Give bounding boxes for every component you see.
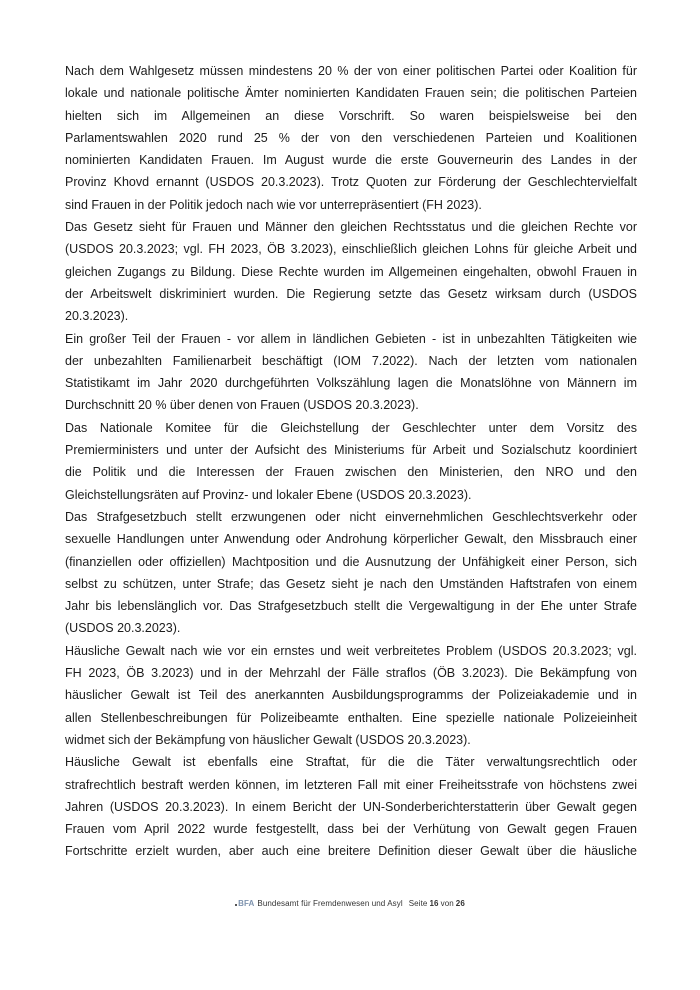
paragraph: [65, 417, 637, 506]
text-line: Nach dem Wahlgesetz müssen mindestens 20 % der von einer politischen Partei oder Koalition für: [65, 64, 637, 78]
text-line: Parlamentswahlen 2020 rund 25 % der von den verschiedenen Parteien und Koalitionen: [65, 130, 637, 145]
text-line: Durchschnitt 20 % über denen von Frauen (USDOS 20.3.2023).: [65, 398, 419, 413]
text-line: Das Nationale Komitee für die Gleichstellung der Geschlechter unter dem Vorsitz des: [65, 420, 637, 435]
footer-total-pages: 26: [455, 899, 465, 908]
text-line: gleichen Zugangs zu Bildung. Diese Rechte wurden im Allgemeinen eingehalten, obwohl Frauen in: [65, 264, 637, 279]
paragraph: [65, 640, 637, 751]
text-line: lokale und nationale politische Ämter nominierten Kandidaten Frauen sein; die politischen Parteien: [65, 86, 637, 101]
document-body-text: [65, 60, 637, 863]
footer-page-label: Seite: [408, 899, 428, 908]
text-line: Das Strafgesetzbuch stellt erzwungenen oder nicht einvernehmlichen Geschlechtsverkehr oder: [65, 509, 637, 524]
text-line: der unbezahlten Familienarbeit beschäftigt (IOM 7.2022). Nach der letzten vom nationalen: [65, 353, 637, 368]
text-line: Statistikamt im Jahr 2020 durchgeführten Volkszählung lagen die Monatslöhne von Männern im: [65, 376, 637, 391]
text-line: widmet sich der Bekämpfung von häuslicher Gewalt (USDOS 20.3.2023).: [65, 732, 471, 747]
text-line: der Arbeitswelt diskriminiert wurden. Die Regierung setzte das Gesetz wirksam durch (USDOS: [65, 286, 637, 301]
bfa-logo-text: BFA: [238, 899, 255, 908]
text-line: Premierministers und unter der Aufsicht des Ministeriums für Arbeit und Sozialschutz koordiniert: [65, 443, 637, 458]
bfa-logo-mark-icon: [235, 904, 237, 906]
paragraph: [65, 328, 637, 417]
paragraph: [65, 751, 637, 862]
text-line: Häusliche Gewalt nach wie vor ein ernstes und weit verbreitetes Problem (USDOS 20.3.2023; vgl.: [65, 643, 637, 658]
page-footer: [0, 898, 700, 910]
text-line: (USDOS 20.3.2023; vgl. FH 2023, ÖB 3.2023), einschließlich gleichen Lohns für gleiche Arbeit und: [65, 242, 637, 257]
text-line: sexuelle Handlungen unter Anwendung oder Androhung körperlicher Gewalt, den Missbrauch einer: [65, 532, 637, 547]
paragraph: [65, 216, 637, 327]
text-line: (finanziellen oder offiziellen) Machtposition und die Ausnutzung der Unfähigkeit einer Person, sich: [65, 554, 637, 569]
text-line: 20.3.2023).: [65, 309, 129, 324]
footer-office-name: Bundesamt für Fremdenwesen und Asyl: [257, 899, 403, 908]
paragraph: [65, 506, 637, 640]
text-line: häuslicher Gewalt ist Teil des anerkannten Ausbildungsprogramms der Polizeiakademie und in: [65, 688, 637, 703]
text-line: strafrechtlich bestraft werden können, im letzteren Fall mit einer Freiheitsstrafe von höchstens zwei: [65, 777, 637, 792]
footer-page-number: 16: [429, 899, 439, 908]
text-line: Jahren (USDOS 20.3.2023). In einem Bericht der UN-Sonderberichterstatterin über Gewalt gegen: [65, 799, 637, 814]
text-line: nominierten Kandidaten Frauen. Im August wurde die erste Gouverneurin des Landes in der: [65, 153, 637, 168]
text-line: (USDOS 20.3.2023).: [65, 621, 181, 636]
text-line: Gleichstellungsräten auf Provinz- und lokaler Ebene (USDOS 20.3.2023).: [65, 487, 472, 502]
text-line: allen Stellenbeschreibungen für Polizeibeamte enthalten. Eine spezielle nationale Polizeieinheit: [65, 710, 637, 725]
text-line: Ein großer Teil der Frauen - vor allem in ländlichen Gebieten - ist in unbezahlten Tätigkeiten wie: [65, 331, 637, 346]
text-line: Jahr bis lebenslänglich vor. Das Strafgesetzbuch stellt die Vergewaltigung in der Ehe unter Strafe: [65, 599, 637, 614]
text-line: Das Gesetz sieht für Frauen und Männer den gleichen Rechtsstatus und die gleichen Rechte vor: [65, 220, 637, 235]
text-line: Fortschritte erzielt wurden, aber auch eine breitere Definition dieser Gewalt über die häusliche: [65, 844, 637, 859]
footer-of-label: von: [440, 899, 454, 908]
text-line: hielten sich im Allgemeinen an diese Vorschrift. So waren beispielsweise bei den: [65, 108, 637, 123]
paragraph: [65, 60, 637, 216]
text-line: FH 2023, ÖB 3.2023) und in der Mehrzahl der Fälle straflos (ÖB 3.2023). Die Bekämpfung von: [65, 666, 637, 681]
text-line: selbst zu schützen, unter Strafe; das Gesetz sieht je nach den Umständen Haftstrafen von einem: [65, 576, 637, 591]
text-line: Frauen vom April 2022 wurde festgestellt, dass bei der Verhütung von Gewalt gegen Frauen: [65, 822, 637, 837]
text-line: sind Frauen in der Politik jedoch nach wie vor unterrepräsentiert (FH 2023).: [65, 197, 482, 212]
text-line: Häusliche Gewalt ist ebenfalls eine Straftat, für die die Täter verwaltungsrechtlich oder: [65, 755, 637, 770]
text-line: die Politik und die Interessen der Frauen zwischen den Ministerien, den NRO und den: [65, 465, 637, 480]
text-line: Provinz Khovd ernannt (USDOS 20.3.2023). Trotz Quoten zur Förderung der Geschlechtervielfalt: [65, 175, 637, 190]
